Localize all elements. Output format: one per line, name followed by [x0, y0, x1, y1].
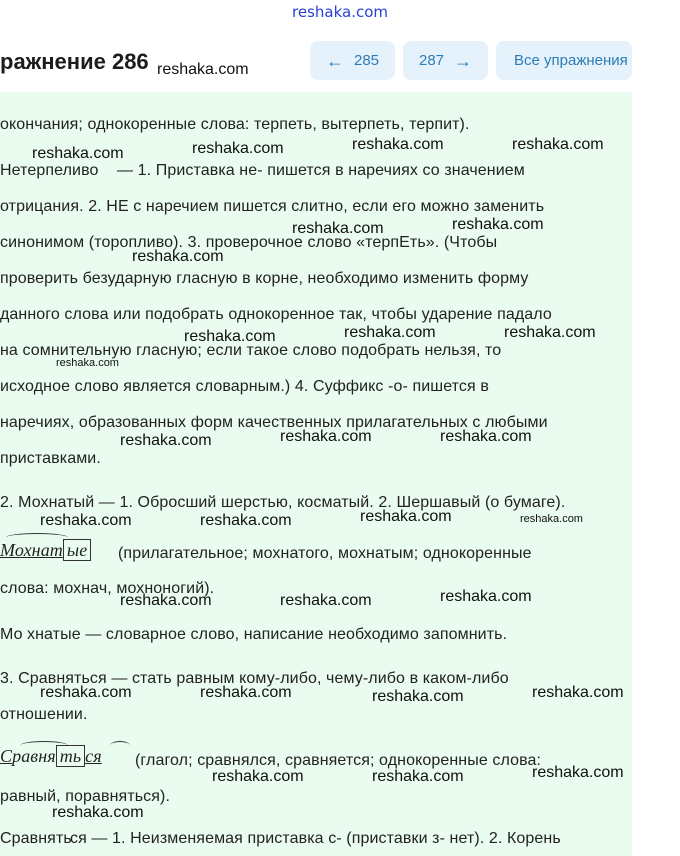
word-morpheme-sravnyatsya [0, 746, 102, 767]
postfix-arc-mark [110, 741, 130, 750]
watermark: reshaka.com [52, 804, 144, 821]
arrow-left-icon: ← [325, 50, 344, 71]
text-line: равный, поравняться). [0, 788, 171, 805]
text-line: отношении. [0, 706, 88, 723]
text-line: ся — 1. Неизменяемая приставка с- (приставки з- нет). 2. Корень [70, 830, 561, 847]
watermark: reshaka.com [40, 512, 132, 529]
all-exercises-button[interactable] [496, 41, 632, 80]
watermark: reshaka.com [452, 216, 544, 233]
site-link[interactable]: reshaka.com [292, 3, 388, 21]
watermark: reshaka.com [360, 508, 452, 525]
watermark: reshaka.com [280, 592, 372, 609]
watermark: reshaka.com [512, 136, 604, 153]
all-exercises-label: Все упражнения [514, 52, 628, 69]
watermark: reshaka.com [184, 328, 276, 345]
word-root: равня [12, 746, 56, 766]
text-line: отрицания. 2. НЕ с наречием пишется слитно, если его можно заменить [0, 198, 545, 215]
arrow-right-icon: → [454, 50, 473, 71]
text-line: наречиях, образованных форм качественных прилагательных с любыми [0, 414, 548, 431]
text-line: 2. Мохнатый — 1. Обросший шерстью, косматый. 2. Шершавый (о бумаге). [0, 494, 566, 511]
watermark: reshaka.com [504, 324, 596, 341]
text-line: окончания; однокоренные слова: терпеть, вытерпеть, терпит). [0, 116, 470, 133]
watermark: reshaka.com [132, 248, 224, 265]
watermark: reshaka.com [157, 61, 249, 78]
watermark: reshaka.com [56, 357, 119, 369]
text-line: данного слова или подобрать однокоренное так, чтобы ударение падало [0, 306, 552, 323]
watermark: reshaka.com [520, 513, 583, 525]
watermark: reshaka.com [440, 428, 532, 445]
text-line: (прилагательное; мохнатого, мохнатым; однокоренные [118, 545, 532, 562]
word-suffix: ть [56, 745, 85, 767]
text-line: — 1. Приставка не- пишется в наречиях со значением [117, 162, 525, 179]
watermark: reshaka.com [200, 512, 292, 529]
watermark: reshaka.com [40, 684, 132, 701]
watermark: reshaka.com [532, 764, 624, 781]
watermark: reshaka.com [200, 684, 292, 701]
text-line: исходное слово является словарным.) 4. Суффикс -о- пишется в [0, 378, 489, 395]
word-neterplivo [0, 162, 99, 180]
watermark: reshaka.com [212, 768, 304, 785]
text-line: (глагол; сравнялся, сравняется; однокоренные слова: [135, 752, 542, 769]
text-line: приставками. [0, 450, 101, 467]
word-prefix: С [0, 746, 13, 766]
word-neterplivo-text: Нетерпеливо [0, 162, 99, 179]
watermark: reshaka.com [372, 768, 464, 785]
watermark: reshaka.com [192, 140, 284, 157]
word-sravnyat: Сравнять [0, 830, 72, 847]
word-mo: Мо [0, 626, 23, 643]
prev-exercise-label: 285 [353, 52, 380, 69]
watermark: reshaka.com [32, 145, 124, 162]
watermark: reshaka.com [280, 428, 372, 445]
text-line: слова: мохнач, мохноногий). [0, 580, 215, 597]
word-postfix: ся [85, 746, 102, 766]
watermark: reshaka.com [292, 220, 384, 237]
watermark: reshaka.com [532, 684, 624, 701]
watermark: reshaka.com [440, 588, 532, 605]
text-line: проверить безударную гласную в корне, необходимо изменить форму [0, 270, 529, 287]
watermark: reshaka.com [372, 688, 464, 705]
watermark: reshaka.com [344, 324, 436, 341]
word-morpheme-mokhnatye [0, 540, 91, 561]
word-mokhnat-root: Мохнат [0, 540, 63, 560]
page-title: ражнение 286 [0, 49, 149, 74]
prev-exercise-button[interactable] [310, 41, 395, 80]
text-line: хнатые — словарное слово, написание необходимо запомнить. [27, 626, 508, 643]
text-line: синонимом (торопливо). 3. проверочное слово «терпЕть». (Чтобы [0, 234, 498, 251]
watermark: reshaka.com [352, 136, 444, 153]
watermark: reshaka.com [120, 592, 212, 609]
watermark: reshaka.com [120, 432, 212, 449]
text-line: 3. Сравняться — стать равным кому-либо, чему-либо в каком-либо [0, 670, 509, 687]
word-mokhnat-ending: ые [63, 539, 91, 561]
text-line: на сомнительную гласную; если такое слово подобрать нельзя, то [0, 342, 502, 359]
next-exercise-label: 287 [418, 52, 445, 69]
next-exercise-button[interactable] [403, 41, 488, 80]
